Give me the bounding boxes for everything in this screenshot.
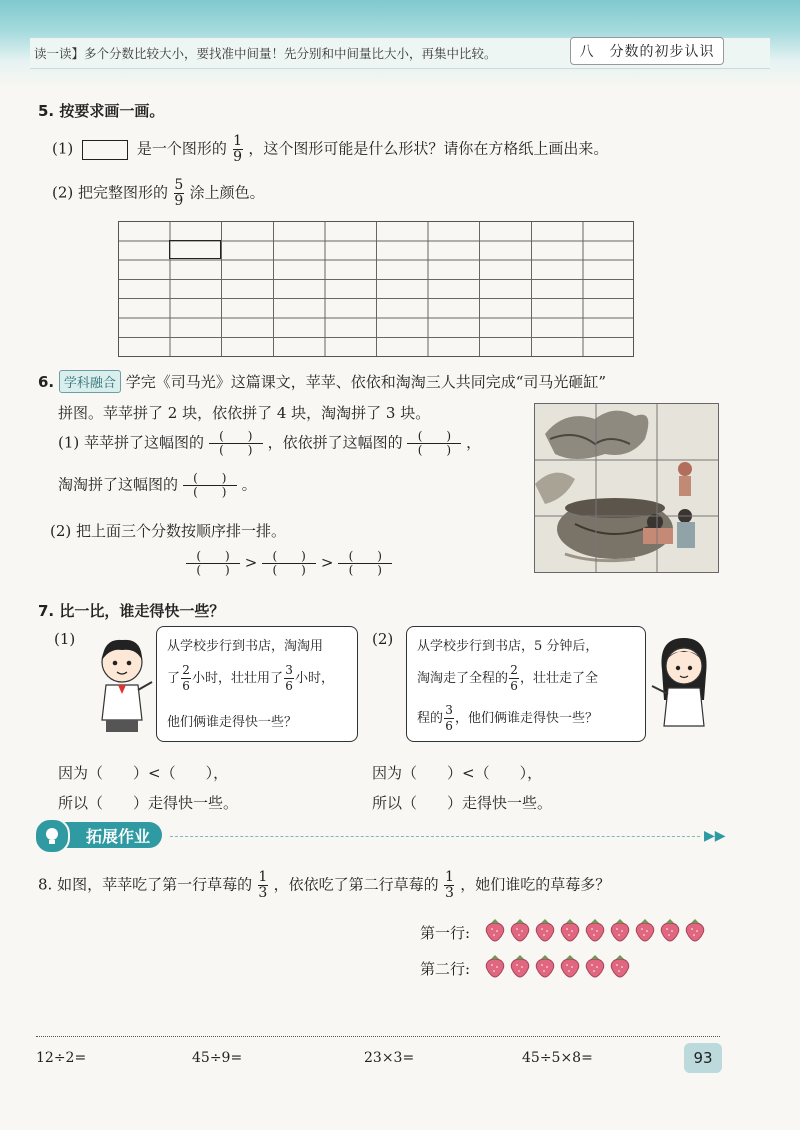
strawberry-row-1: [484, 918, 709, 946]
girl-figure: [648, 630, 718, 740]
row2-label: 第二行:: [420, 960, 471, 978]
extension-title: 拓展作业: [85, 826, 150, 846]
chapter-title: 八 分数的初步认识: [570, 37, 724, 65]
calc-2: 45÷9=: [192, 1050, 243, 1066]
q7-part2-so: 所以（ ）走得快一些。: [372, 794, 553, 812]
q7-part1-because: 因为（ ）<（ ），: [58, 764, 229, 782]
q6-part1-period: 。: [241, 475, 257, 494]
q8-frac-1: $\frac{1}{3}$: [258, 869, 268, 901]
strawberry-icon: [509, 954, 531, 978]
speech-bubble-2: [406, 626, 646, 742]
q5-part1: [52, 134, 608, 165]
q5-part2-text-a: 把完整图形的: [78, 183, 169, 202]
q5-part2: [52, 178, 265, 209]
q6-text-1: 学完《司马光》这篇课文，苹苹、依依和淘淘三人共同完成“司马光砸缸”: [125, 373, 607, 391]
q8-text-c: ，她们谁吃的草莓多？: [460, 875, 611, 894]
strawberry-icon: [609, 954, 631, 978]
strawberry-icon: [534, 954, 556, 978]
fraction-blank-pingping[interactable]: $\frac{( )}{( )}$: [209, 430, 263, 457]
q6-line1: [38, 370, 606, 393]
q7-part2-num: (2): [372, 630, 394, 648]
strawberry-icon: [559, 918, 581, 942]
boy-figure: [92, 630, 156, 740]
q6-num: 6.: [38, 373, 55, 391]
q8-text-a: 8. 如图，苹苹吃了第一行草莓的: [38, 875, 253, 894]
strawberry-icon: [659, 918, 681, 942]
q6-part1-line: [58, 430, 481, 457]
q8-frac-2: $\frac{1}{3}$: [444, 869, 454, 901]
order-blank-1[interactable]: $\frac{( )}{( )}$: [186, 550, 240, 577]
q6-part1-comma: ，: [466, 433, 482, 452]
strawberry-icon: [609, 918, 631, 942]
q5-fraction-5-9: $\frac{5}{9}$: [174, 177, 184, 209]
order-blank-3[interactable]: $\frac{( )}{( )}$: [338, 550, 392, 577]
row1-label: 第一行:: [420, 924, 471, 942]
q6-part1-text-c: 淘淘拼了这幅图的: [58, 475, 179, 494]
strawberry-icon: [559, 954, 581, 978]
strawberry-icon: [509, 918, 531, 942]
strawberry-icon: [634, 918, 656, 942]
q6-part1-text-b: ，依依拼了这幅图的: [267, 433, 403, 452]
double-arrow-icon: ▶▶: [704, 828, 726, 844]
q5-part1-text-a: 是一个图形的: [136, 139, 227, 158]
fraction-blank-yiyi[interactable]: $\frac{( )}{( )}$: [407, 430, 461, 457]
gt-sign-2: >: [320, 553, 334, 572]
order-row: [186, 550, 392, 577]
boy-illustration: [92, 630, 156, 740]
grid-highlight-cell: [169, 240, 221, 259]
strawberry-icon: [484, 918, 506, 942]
q8-line: [38, 870, 610, 901]
reading-tip: 读一读】多个分数比较大小，要找准中间量！先分别和中间量比大小，再集中比较。: [34, 46, 497, 61]
bubble2-frac-3-6: $\frac{3}{6}$: [445, 703, 453, 733]
q7-part1-num: (1): [54, 630, 76, 648]
bubble1-line1: 从学校步行到书店，淘淘用: [167, 639, 324, 654]
footer-divider: [36, 1036, 720, 1037]
bubble2-line1: 从学校步行到书店，5 分钟后，: [417, 639, 599, 654]
strawberry-icon: [584, 954, 606, 978]
q7-part1-so: 所以（ ）走得快一些。: [58, 794, 239, 812]
bubble2-line3: 程的 $\frac{3}{6}$ ，他们俩谁走得快一些？: [417, 703, 599, 733]
q6-part1-line2: [58, 472, 257, 499]
strawberry-row-2: [484, 954, 634, 982]
sima-guang-puzzle-picture: [534, 403, 719, 573]
q6-part2: (2) 把上面三个分数按顺序排一排。: [50, 522, 287, 540]
strawberry-icon: [684, 918, 706, 942]
extension-divider: [170, 836, 700, 837]
q5-part1-text-b: ，这个图形可能是什么形状？请你在方格纸上画出来。: [248, 139, 609, 158]
gt-sign-1: >: [244, 553, 258, 572]
q5-part2-num: (2): [52, 183, 74, 202]
girl-illustration: [648, 630, 718, 740]
puzzle-illustration: [535, 404, 718, 572]
subject-tag: 学科融合: [59, 370, 121, 393]
calc-1: 12÷2=: [36, 1050, 87, 1066]
bubble1-frac-3-6: $\frac{3}{6}$: [285, 663, 293, 693]
page-number: 93: [684, 1043, 722, 1073]
q5-rect-shape: [82, 140, 128, 160]
bubble2-line2: 淘淘走了全程的 $\frac{2}{6}$ ，壮壮走了全: [417, 663, 599, 693]
lightbulb-icon: [34, 818, 70, 854]
fraction-blank-taotao[interactable]: $\frac{( )}{( )}$: [183, 472, 237, 499]
q5-part2-text-b: 涂上颜色。: [189, 183, 265, 202]
q6-line2: 拼图。苹苹拼了 2 块，依依拼了 4 块，淘淘拼了 3 块。: [58, 404, 431, 422]
q7-title: 7. 比一比，谁走得快一些？: [38, 602, 225, 620]
strawberry-icon: [534, 918, 556, 942]
q7-part2-because: 因为（ ）<（ ），: [372, 764, 543, 782]
speech-bubble-1: [156, 626, 358, 742]
calc-3: 23×3=: [364, 1050, 415, 1066]
q5-part1-num: (1): [52, 139, 74, 158]
strawberry-icon: [484, 954, 506, 978]
q8-text-b: ，依依吃了第二行草莓的: [273, 875, 439, 894]
q5-title: 5. 按要求画一画。: [38, 102, 165, 120]
strawberry-icon: [584, 918, 606, 942]
bubble2-frac-2-6: $\frac{2}{6}$: [510, 663, 518, 693]
calc-4: 45÷5×8=: [522, 1050, 593, 1066]
q6-part1-text-a: (1) 苹苹拼了这幅图的: [58, 433, 205, 452]
bubble1-frac-2-6: $\frac{2}{6}$: [182, 663, 190, 693]
order-blank-2[interactable]: $\frac{( )}{( )}$: [262, 550, 316, 577]
q5-fraction-1-9: $\frac{1}{9}$: [233, 133, 243, 165]
bubble1-line2: 了 $\frac{2}{6}$ 小时，壮壮用了 $\frac{3}{6}$ 小时，: [167, 663, 335, 693]
bubble1-line3: 他们俩谁走得快一些？: [167, 715, 298, 730]
